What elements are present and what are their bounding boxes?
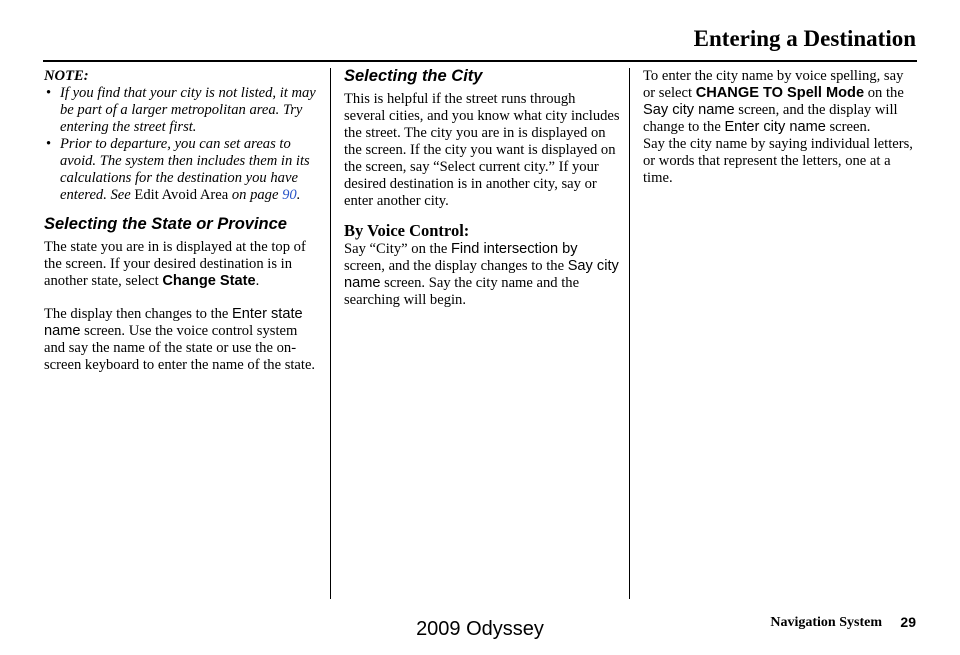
note-item: [44, 85, 316, 136]
note-text: Prior to departure, you can set areas to avoid. The system then includes them in its calculations for the destination you have entered. See: [60, 136, 310, 203]
note-text: .: [296, 187, 301, 203]
section-heading-voice-control: By Voice Control:: [344, 221, 470, 240]
paragraph-text: screen.: [825, 119, 871, 135]
ui-label-enter-state-name: Enter state name: [44, 306, 303, 339]
paragraph: [344, 241, 620, 309]
paragraph-text: screen, and the display will change to the: [643, 102, 898, 135]
ui-label-change-to-spell-mode: CHANGE TO Spell Mode: [695, 85, 865, 101]
column-divider-right: [629, 68, 630, 599]
ui-label-say-city-name: Say city name: [643, 102, 735, 118]
paragraph-text: screen. Say the city name and the searching will begin.: [344, 275, 580, 308]
paragraph: [643, 68, 918, 136]
column-divider-left: [330, 68, 331, 599]
page-number: 29: [900, 614, 916, 630]
section-heading-city: Selecting the City: [344, 67, 483, 85]
paragraph-text: .: [255, 273, 260, 289]
ui-label-change-state: Change State: [162, 273, 256, 289]
page-link[interactable]: 90: [282, 187, 297, 203]
page-title: Entering a Destination: [693, 26, 916, 51]
paragraph-text: The state you are in is displayed at the top of the screen. If your desired destination is in another state, select: [44, 239, 306, 289]
paragraph-text: screen. Use the voice control system and say the name of the state or use the on-screen keyboard to enter the name of the state.: [44, 323, 316, 373]
footer-section-name: Navigation System: [770, 615, 882, 630]
note-text: on page: [228, 187, 283, 203]
paragraph-text: To enter the city name by voice spelling, say or select: [643, 68, 904, 101]
paragraph: This is helpful if the street runs through several cities, and you know what city includes the street. The city you are in is displayed on the screen. If the city you want is displayed on the screen, say “Select current city.” If your desired destination is in another city, say or enter another city.: [344, 91, 620, 209]
note-list: [44, 85, 316, 204]
column-left: [44, 68, 316, 374]
paragraph: Say the city name by saying individual letters, or words that represent the letters, one at a time.: [643, 136, 913, 186]
ui-label-enter-city-name: Enter city name: [724, 119, 826, 135]
note-item: [44, 136, 316, 204]
paragraph: [44, 239, 316, 290]
title-rule: [43, 60, 917, 62]
ui-label-find-intersection: Find intersection by: [451, 241, 578, 257]
cross-reference-title: Edit Avoid Area: [134, 187, 229, 203]
section-heading-state: Selecting the State or Province: [44, 215, 287, 233]
watermark: 2009 Odyssey: [416, 618, 544, 640]
ui-label-say-city-name: Say city name: [344, 258, 619, 291]
paragraph-text: on the: [864, 85, 904, 101]
note-heading: NOTE:: [44, 68, 89, 84]
paragraph: [44, 306, 316, 374]
paragraph-text: Say “City” on the: [344, 241, 452, 257]
column-middle: [344, 68, 620, 309]
bullet-icon: •: [46, 136, 52, 152]
column-right: [643, 68, 918, 187]
paragraph-text: screen, and the display changes to the: [344, 258, 568, 274]
bullet-icon: •: [46, 85, 52, 101]
paragraph-text: The display then changes to the: [44, 306, 233, 322]
note-text: If you find that your city is not listed, it may be part of a larger metropolitan area. Try entering the street first.: [60, 85, 316, 135]
